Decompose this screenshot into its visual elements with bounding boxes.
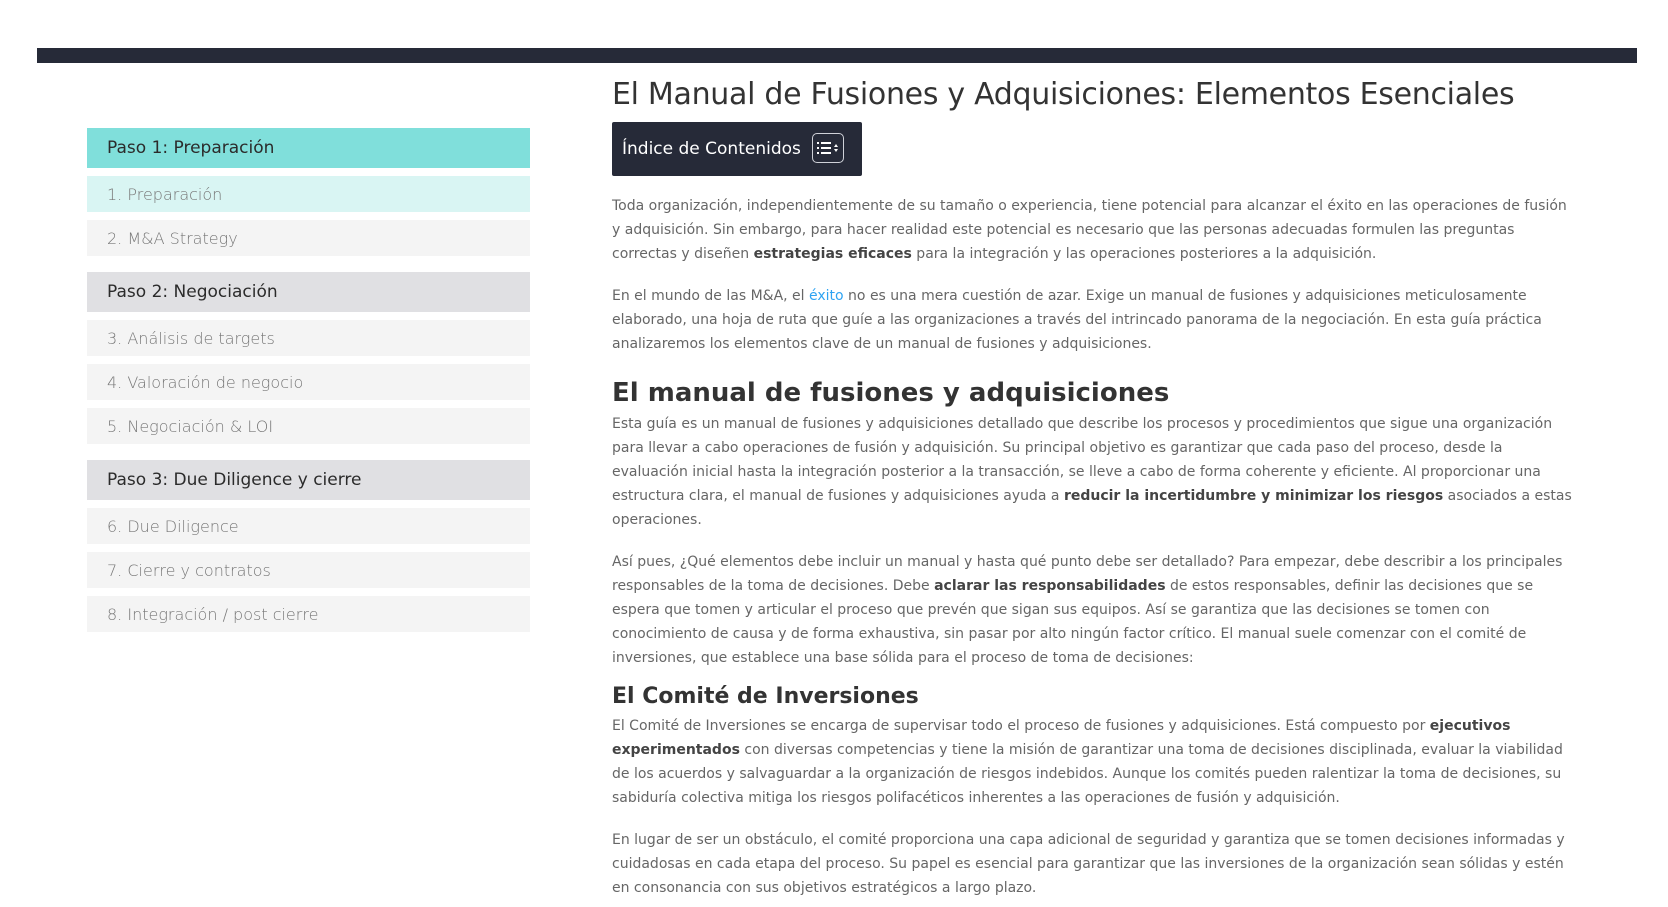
exito-link[interactable]: éxito [809, 288, 844, 304]
sidebar-item-label: 2. M&A Strategy [107, 228, 238, 248]
intro-paragraph-1: Toda organización, independientemente de su tamaño o experiencia, tiene potencial para alcanzar el éxito en las operaciones de fusión y adquisición. Sin embargo, para hacer realidad este potencial es necesario que las personas adecuadas formulen las preguntas correctas y diseñen estrategias eficaces para la integración y las operaciones posteriores a la adquisición. [612, 198, 1567, 262]
table-of-contents [612, 122, 862, 176]
sidebar-item-label: 5. Negociación & LOI [107, 416, 274, 436]
page-title: El Manual de Fusiones y Adquisiciones: Elementos Esenciales [612, 77, 1515, 112]
comite-paragraph-2: En lugar de ser un obstáculo, el comité proporciona una capa adicional de seguridad y garantiza que se tomen decisiones informadas y cuidadosas en cada etapa del proceso. Su papel es esencial para garantizar que las inversiones de la organización sean sólidas y estén en consonancia con sus objetivos estratégicos a largo plazo. [612, 832, 1565, 896]
sidebar-item-label: 4. Valoración de negocio [107, 372, 304, 392]
sidebar-item-analisis-targets[interactable] [87, 320, 530, 356]
sidebar-item-valoracion[interactable] [87, 364, 530, 400]
manual-paragraph-1: Esta guía es un manual de fusiones y adquisiciones detallado que describe los procesos y procedimientos que sigue una organización para llevar a cabo operaciones de fusión y adquisición. Su principal objetivo es garantizar que cada paso del proceso, desde la evaluación inicial hasta la integración posterior a la transacción, se lleve a cabo de forma coherente y eficiente. Al proporcionar una estructura clara, el manual de fusiones y adquisiciones ayuda a reducir la incertidumbre y minimizar los riesgos asociados a estas operaciones. [612, 416, 1572, 528]
sidebar-step-3[interactable] [87, 460, 530, 500]
sidebar-item-label: 3. Análisis de targets [107, 328, 275, 348]
sidebar-step-label: Paso 3: Due Diligence y cierre [107, 470, 362, 490]
sidebar-item-label: 1. Preparación [107, 184, 223, 204]
sidebar-item-due-diligence[interactable] [87, 508, 530, 544]
sidebar-item-cierre[interactable] [87, 552, 530, 588]
top-bar [37, 48, 1637, 63]
manual-paragraph-2: Así pues, ¿Qué elementos debe incluir un manual y hasta qué punto debe ser detallado? Para empezar, debe describir a los principales responsables de la toma de decisiones. Debe aclarar las responsabilidades de estos responsables, definir las decisiones que se espera que tomen y articular el proceso que prevén que sigan sus equipos. Así se garantiza que las decisiones se tomen con conocimiento de causa y de forma exhaustiva, sin pasar por alto ningún factor crítico. El manual suele comenzar con el comité de inversiones, que establece una base sólida para el proceso de toma de decisiones: [612, 554, 1563, 666]
sidebar-step-1[interactable] [87, 128, 530, 168]
sidebar-item-integracion[interactable] [87, 596, 530, 632]
section-heading-comite: El Comité de Inversiones [612, 684, 919, 709]
sidebar-item-label: 7. Cierre y contratos [107, 560, 271, 580]
comite-paragraph-1: El Comité de Inversiones se encarga de supervisar todo el proceso de fusiones y adquisiciones. Está compuesto por ejecutivos experimentados con diversas competencias y tiene la misión de garantizar una toma de decisiones disciplinada, evaluar la viabilidad de los acuerdos y salvaguardar a la organización de riesgos indebidos. Aunque los comités pueden ralentizar la toma de decisiones, su sabiduría colectiva mitiga los riesgos polifacéticos inherentes a las operaciones de fusión y adquisición. [612, 718, 1563, 806]
sidebar-nav [87, 128, 530, 640]
sidebar-item-label: 8. Integración / post cierre [107, 604, 319, 624]
sidebar-item-preparacion[interactable] [87, 176, 530, 212]
sidebar-item-ma-strategy[interactable] [87, 220, 530, 256]
article [612, 76, 1577, 900]
sidebar-step-2[interactable] [87, 272, 530, 312]
sidebar-item-label: 6. Due Diligence [107, 516, 239, 536]
toc-title: Índice de Contenidos [622, 139, 801, 159]
section-heading-manual: El manual de fusiones y adquisiciones [612, 378, 1170, 408]
list-toggle-icon[interactable] [812, 133, 844, 163]
intro-paragraph-2: En el mundo de las M&A, el éxito no es una mera cuestión de azar. Exige un manual de fusiones y adquisiciones meticulosamente elaborado, una hoja de ruta que guíe a las organizaciones a través del intrincado panorama de la negociación. En esta guía práctica analizaremos los elementos clave de un manual de fusiones y adquisiciones. [612, 288, 1542, 352]
sidebar-item-negociacion-loi[interactable] [87, 408, 530, 444]
sidebar-step-label: Paso 2: Negociación [107, 282, 278, 302]
sidebar-step-label: Paso 1: Preparación [107, 138, 275, 158]
